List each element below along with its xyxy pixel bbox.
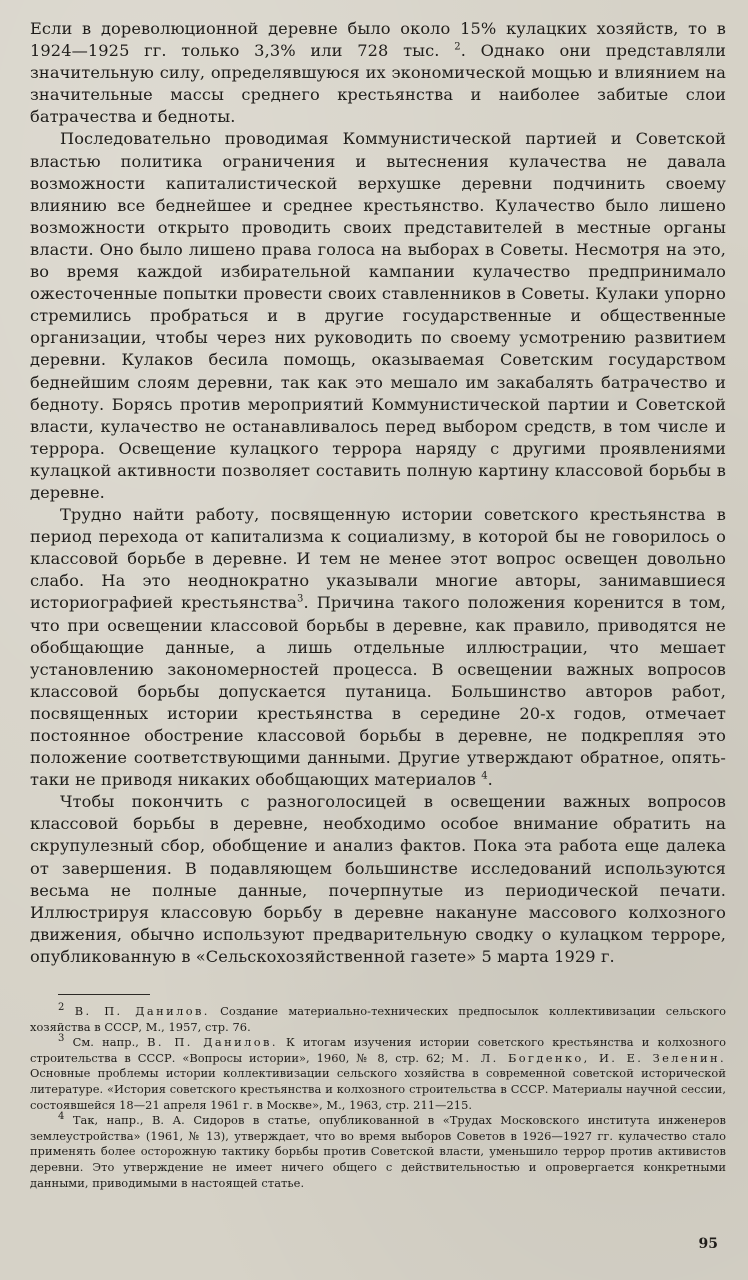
footnote-divider bbox=[58, 994, 150, 995]
footnote-ref-3[interactable]: 3 bbox=[297, 594, 304, 606]
paragraph-2: Последовательно проводимая Коммунистической партией и Советской властью политика ограничения и вытеснения кулачества не давала возможности капиталистической верхушке деревни подчинить своему влиянию все беднейшее и среднее крестьянство. Кулачество было лишено возможности открыто проводить своих представителей в местные органы власти. Оно было лишено права голоса на выборах в Советы. Несмотря на это, во время каждой избирательной кампании кулачество предпринимало ожесточенные попытки провести своих ставленников в Советы. Кулаки упорно стремились пробраться и в другие государственные и общественные организации, чтобы через них руководить по своему усмотрению развитием деревни. Кулаков бесила помощь, оказываемая Советским государством беднейшим слоям деревни, так как это мешало им закабалять батрачество и бедноту. Борясь против мероприятий Коммунистической партии и Советской власти, кулачество не останавливалось перед выбором средств, в том числе и террора. Освещение кулацкого террора наряду с другими проявлениями кулацкой активности позволяет составить полную картину классовой борьбы в деревне. bbox=[30, 129, 726, 502]
footnote-4: $^4$ Так, напр., В. А. Сидоров в статье, опубликованной в «Трудах Московского института инженеров землеустройства» (1961, № 13), утверждает, что во время выборов Советов в 1926—1927 гг. кулачество стало применять более осторожную тактику борьбы против Советской власти, уменьшило террор против активистов деревни. Это утверждение не имеет ничего общего с действительностью и опровергается конкретными данными, приводимыми в настоящей статье. bbox=[30, 1111, 726, 1190]
page-number: 95 bbox=[698, 1236, 718, 1252]
footnotes bbox=[30, 1004, 726, 1191]
footnote-ref-4[interactable]: 4 bbox=[481, 770, 488, 782]
paragraph-1: Если в дореволюционной деревне было около 15% кулацких хозяйств, то в 1924—1925 гг. только 3,3% или 728 тыс. $^2$. Однако они представляли значительную силу, определявшуюся их экономической мощью и влиянием на значительные массы среднего крестьянства и наиболее забитые слои батрачества и бедноты. bbox=[30, 19, 726, 127]
footnote-ref-2[interactable]: 2 bbox=[454, 41, 461, 53]
footnote-2: $^2$ В. П. Данилов. Создание материально-технических предпосылок коллективизации сельского хозяйства в СССР, М., 1957, стр. 76. bbox=[30, 1002, 726, 1034]
paragraph-4: Чтобы покончить с разноголосицей в освещении важных вопросов классовой борьбы в деревне, необходимо особое внимание обратить на скрупулезный сбор, обобщение и анализ фактов. Пока эта работа еще далека от завершения. В подавляющем большинстве исследований используются весьма не полные данные, почерпнутые из периодической печати. Иллюстрируя классовую борьбу в деревне накануне массового колхозного движения, обычно используют предварительную сводку о кулацком терроре, опубликованную в «Сельскохозяйственной газете» 5 марта 1929 г. bbox=[30, 792, 726, 966]
main-text bbox=[30, 18, 726, 968]
footnote-3: $^3$ См. напр., В. П. Данилов. К итогам изучения истории советского крестьянства и колхозного строительства в СССР. «Вопросы истории», 1960, № 8, стр. 62; М. Л. Богденко, И. Е. Зеленин. Основные проблемы истории коллективизации сельского хозяйства в современной советской исторической литературе. «История советского крестьянства и колхозного строительства в СССР. Материалы научной сессии, состоявшейся 18—21 апреля 1961 г. в Москве», М., 1963, стр. 211—215. bbox=[30, 1033, 727, 1112]
paragraph-3: Трудно найти работу, посвященную истории советского крестьянства в период перехода от капитализма к социализму, в которой бы не говорилось о классовой борьбе в деревне. И тем не менее этот вопрос освещен довольно слабо. На это неоднократно указывали многие авторы, занимавшиеся историографией крестьянства$^3$. Причина такого положения коренится в том, что при освещении классовой борьбы в деревне, как правило, приводятся не обобщающие данные, а лишь отдельные иллюстрации, что мешает установлению закономерностей процесса. В освещении важных вопросов классовой борьбы допускается путаница. Большинство авторов работ, посвященных истории крестьянства в середине 20-х годов, отмечает постоянное обострение классовой борьбы в деревне, не подкрепляя это положение соответствующими данными. Другие утверждают обратное, опять-таки не приводя никаких обобщающих материалов $^4$. bbox=[30, 505, 726, 790]
